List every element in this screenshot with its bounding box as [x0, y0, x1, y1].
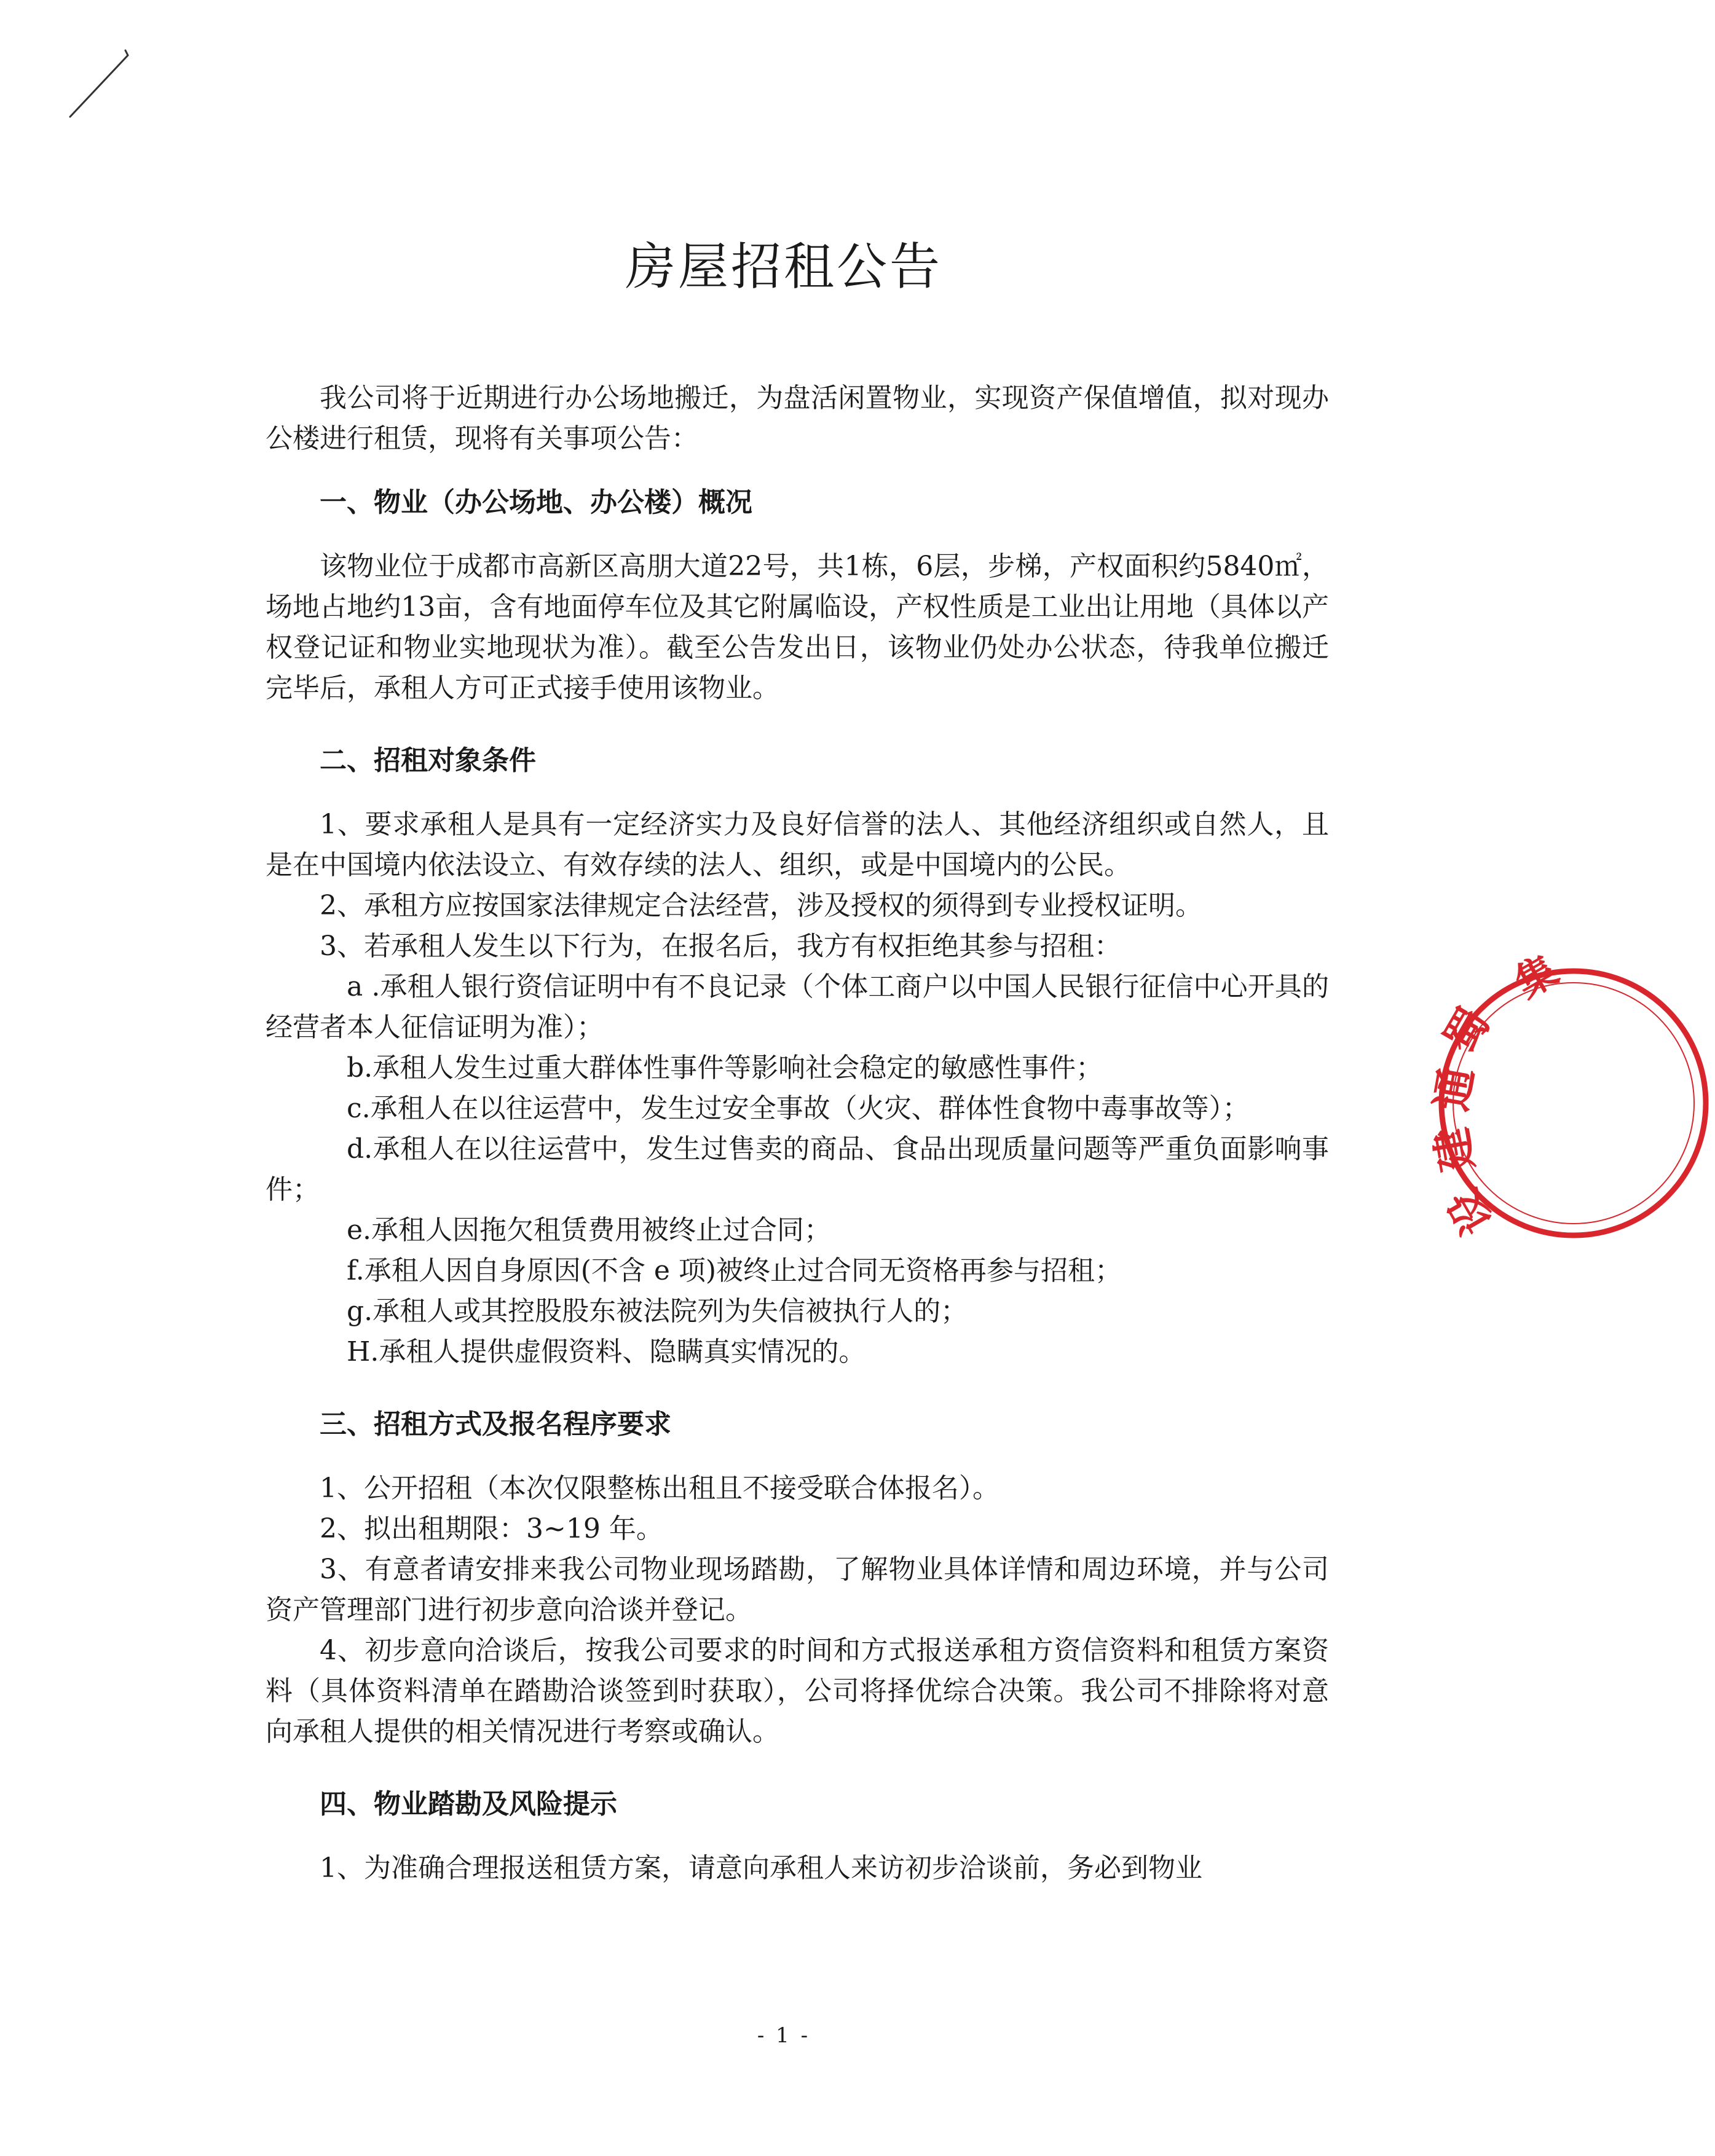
section-2-subitem: e.承租人因拖欠租赁费用被终止过合同；	[347, 1214, 832, 1246]
section-1-body: 该物业位于成都市高新区高朋大道22号，共1栋，6层，步梯，产权面积约5840㎡，场地占地约13亩，含有地面停车位及其它附属临设，产权性质是工业出让用地（具体以产权登记证和物业实地现状为准）。截至公告发出日，该物业仍处办公状态，待我单位搬迁完毕后，承租人方可正式接手使用该物业。	[266, 551, 1329, 704]
company-seal-stamp	[1425, 946, 1567, 1257]
svg-text:蜀: 蜀	[1434, 999, 1500, 1063]
section-2-subitem: f.承租人因自身原因(不含 e 项)被终止过合同无资格再参与招租；	[347, 1255, 1122, 1286]
section-1-heading: 一、物业（办公场地、办公楼）概况	[320, 487, 752, 518]
section-2-item: 1、要求承租人是具有一定经济实力及良好信誉的法人、其他经济组织或自然人，且是在中国境内依法设立、有效存续的法人、组织，或是中国境内的公民。	[266, 809, 1329, 881]
section-2-item: 3、若承租人发生以下行为，在报名后，我方有权拒绝其参与招租：	[320, 930, 1121, 962]
section-2-subitem: c.承租人在以往运营中，发生过安全事故（火灾、群体性食物中毒事故等）；	[347, 1093, 1250, 1124]
section-3-heading: 三、招租方式及报名程序要求	[320, 1409, 671, 1440]
page-number: - 1 -	[757, 2023, 811, 2048]
document-title: 房屋招租公告	[625, 237, 942, 296]
section-4-item: 1、为准确合理报送租赁方案，请意向承租人来访初步洽谈前，务必到物业	[320, 1852, 1202, 1884]
section-2-subitem: H.承租人提供虚假资料、隐瞒真实情况的。	[347, 1336, 866, 1367]
section-3-item: 2、拟出租期限：3~19 年。	[320, 1513, 663, 1544]
section-3-item: 4、初步意向洽谈后，按我公司要求的时间和方式报送承租方资信资料和租赁方案资料（具体资料清单在踏勘洽谈签到时获取），公司将择优综合决策。我公司不排除将对意向承租人提供的相关情况进行考察或确认。	[266, 1635, 1329, 1747]
svg-text:设: 设	[1437, 1180, 1503, 1243]
section-3-item: 1、公开招租（本次仅限整栋出租且不接受联合体报名）。	[320, 1473, 999, 1504]
handwritten-slash-mark	[66, 48, 134, 122]
svg-text:集: 集	[1507, 946, 1566, 1007]
svg-text:通: 通	[1425, 1063, 1483, 1115]
section-2-subitem: b.承租人发生过重大群体性事件等影响社会稳定的敏感性事件；	[347, 1052, 1103, 1084]
section-2-subitem: g.承租人或其控股股东被法院列为失信被执行人的；	[347, 1296, 968, 1327]
section-3-item: 3、有意者请安排来我公司物业现场踏勘，了解物业具体详情和周边环境，并与公司资产管理部门进行初步意向洽谈并登记。	[266, 1554, 1329, 1626]
svg-text:建: 建	[1426, 1123, 1483, 1175]
section-2-subitem: a .承租人银行资信证明中有不良记录（个体工商户以中国人民银行征信中心开具的经营者本人征信证明为准）；	[266, 971, 1329, 1043]
section-2-subitem: d.承租人在以往运营中，发生过售卖的商品、食品出现质量问题等严重负面影响事件；	[266, 1133, 1329, 1205]
section-2-heading: 二、招租对象条件	[320, 745, 536, 776]
section-2-item: 2、承租方应按国家法律规定合法经营，涉及授权的须得到专业授权证明。	[320, 890, 1202, 921]
document-body	[266, 378, 1329, 1889]
intro-paragraph: 我公司将于近期进行办公场地搬迁，为盘活闲置物业，实现资产保值增值，拟对现办公楼进行租赁，现将有关事项公告：	[266, 382, 1329, 454]
section-4-heading: 四、物业踏勘及风险提示	[320, 1788, 617, 1820]
